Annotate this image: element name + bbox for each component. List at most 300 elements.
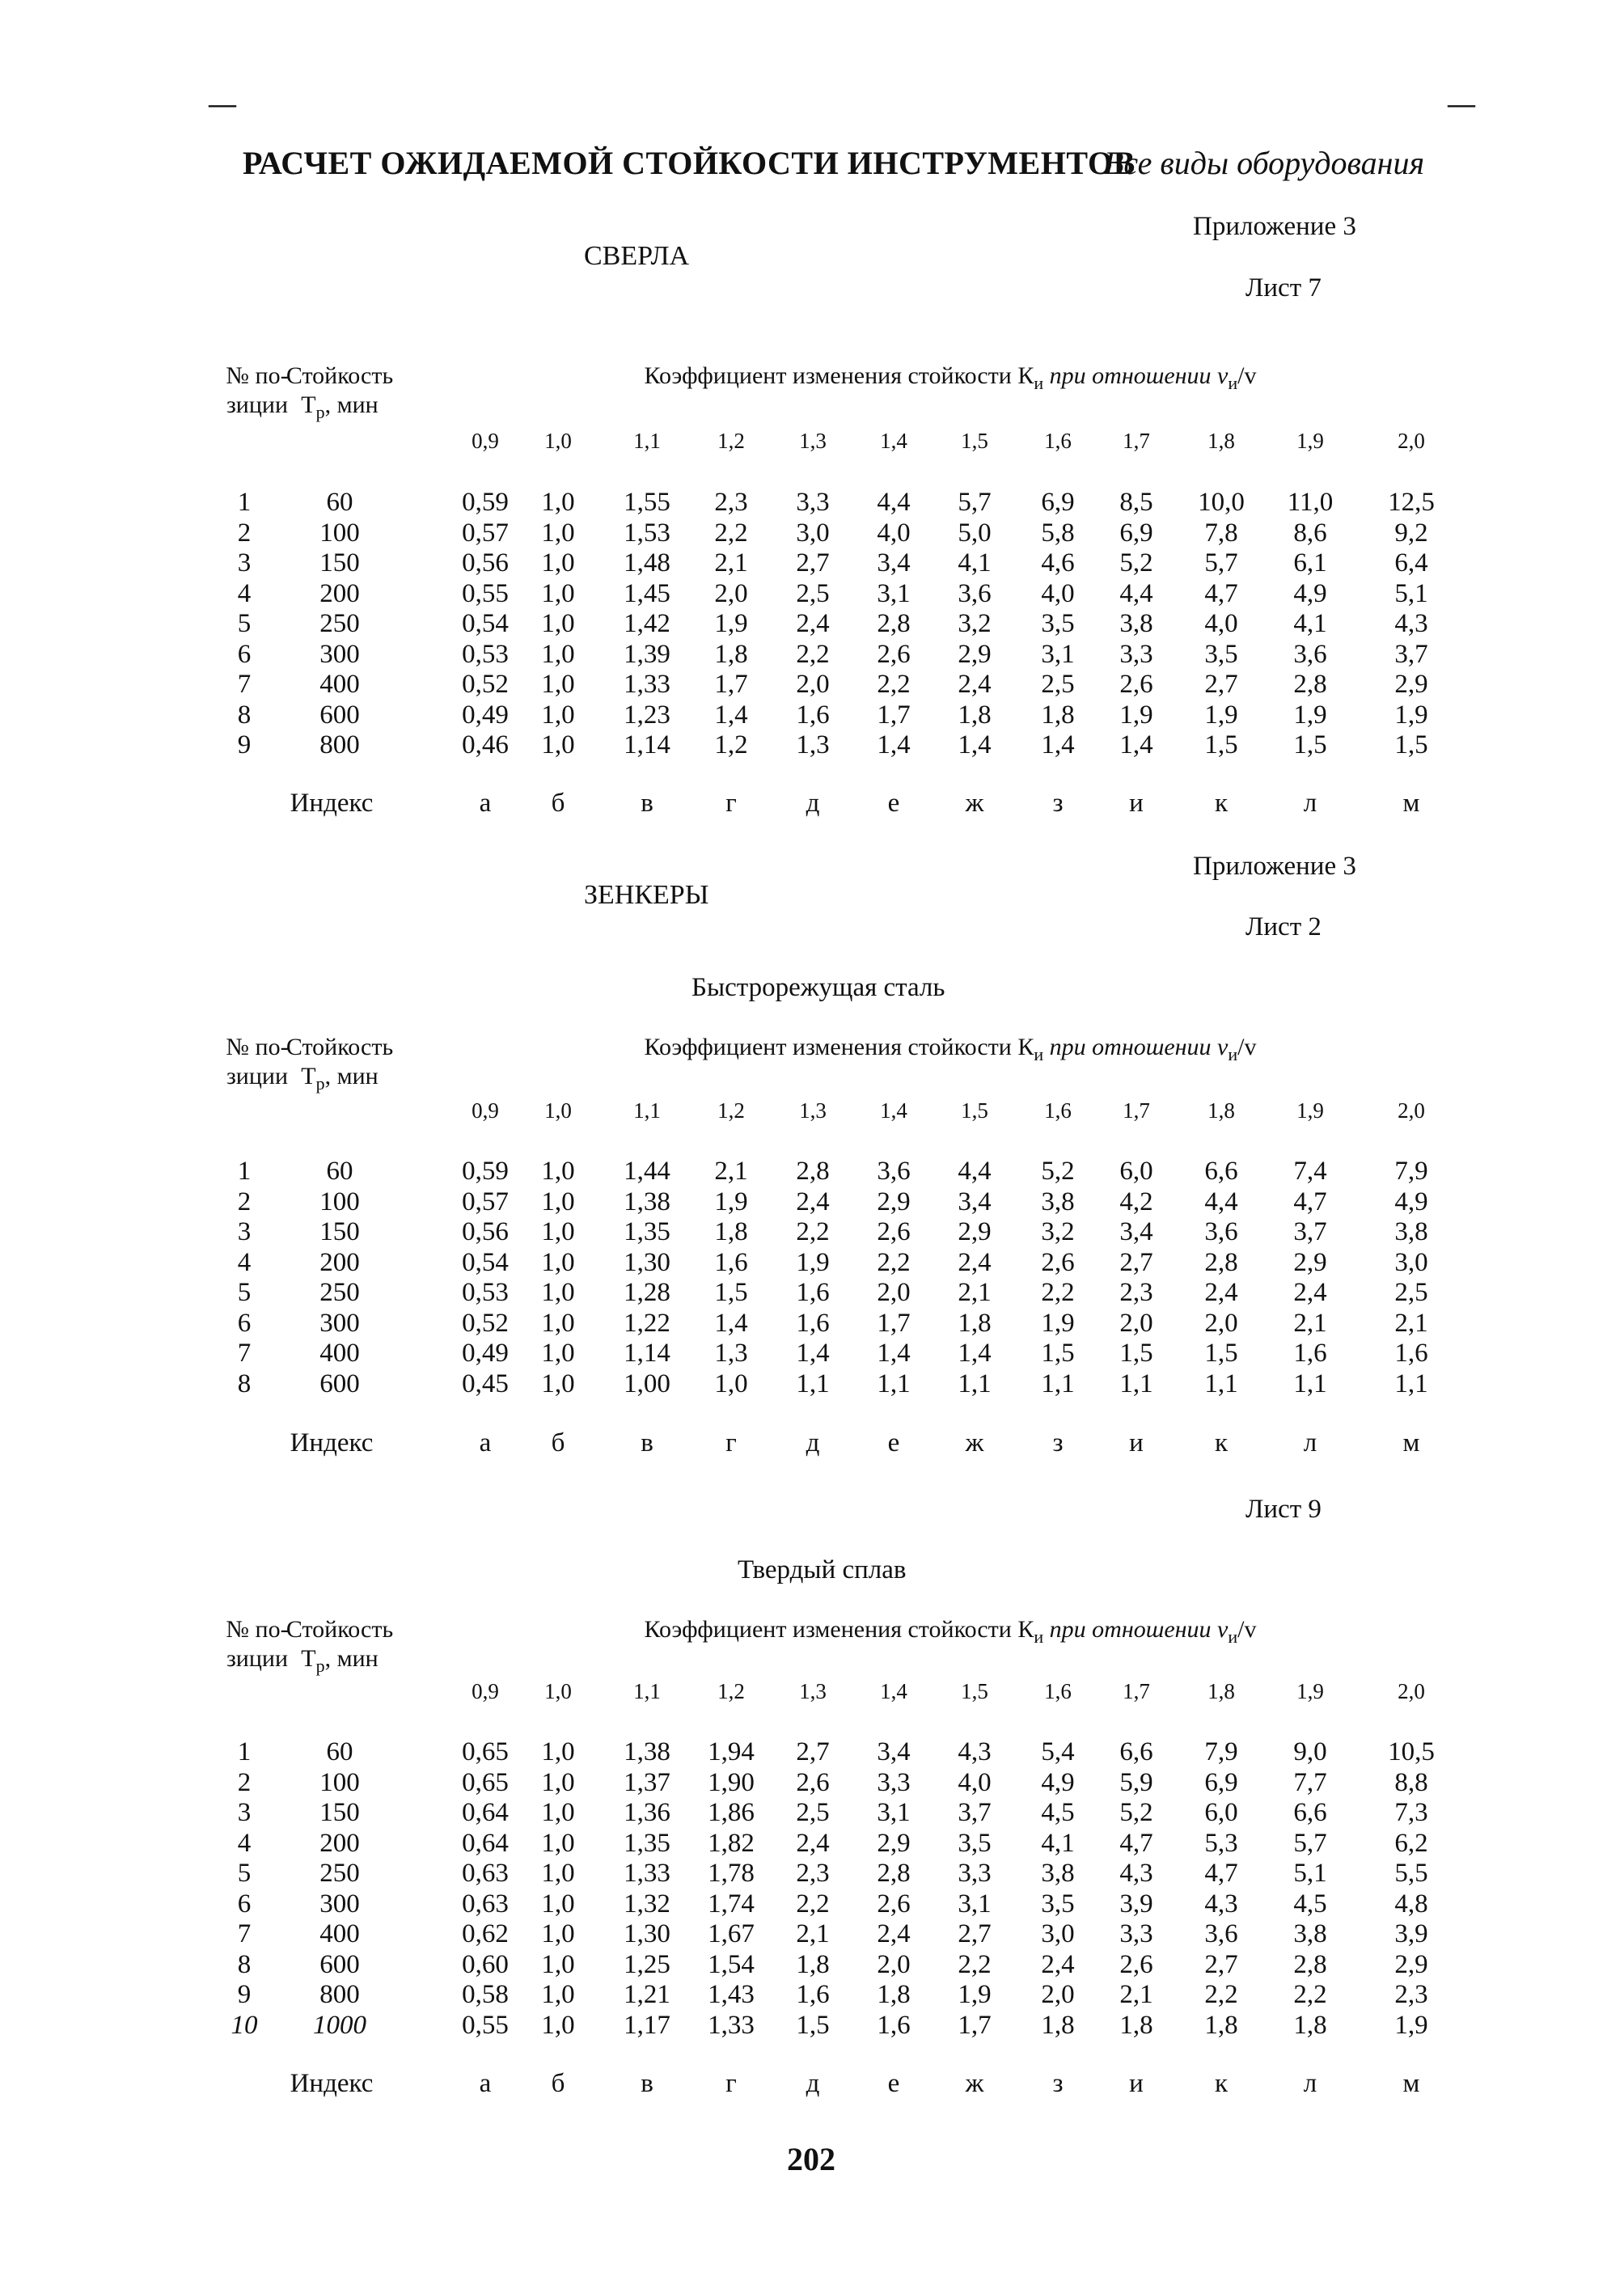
section2-subtitle: Быстрорежущая сталь [691,973,945,1002]
table-cell: 0,52 [462,670,509,699]
table-cell: 3 [237,1217,252,1246]
table-cell: 1,44 [624,1157,670,1186]
table-cell: 4,3 [1119,1859,1153,1888]
table-cell: 0,64 [462,1798,509,1827]
table-cell: 2,1 [714,548,748,577]
table-cell: 1,45 [624,578,670,608]
table-cell: 300 [319,1308,360,1338]
table-cell: 7,8 [1204,518,1238,548]
table-cell: 3,1 [877,1798,911,1827]
table-cell: 4,9 [1394,1187,1428,1216]
table-cell: 4,0 [1204,609,1238,638]
table-cell: 4 [237,578,252,608]
index-letter: ж [965,2069,984,2098]
ratio-label: 0,9 [472,1679,499,1703]
table-cell: 7,3 [1394,1798,1428,1827]
table-cell: 6,1 [1293,548,1327,577]
table-cell: 5,7 [1204,548,1238,577]
table-cell: 1,6 [796,1980,830,2009]
table-cell: 1,0 [541,1247,575,1277]
table-cell: 3,1 [958,1889,992,1919]
table-cell: 200 [319,578,360,608]
table-cell: 3,7 [1293,1217,1327,1246]
index-letter: е [887,2069,900,2098]
table-cell: 5,7 [1293,1828,1327,1858]
table-cell: 9 [237,1980,252,2009]
table-cell: 1,7 [877,700,911,730]
table-cell: 1,1 [1204,1369,1238,1398]
index-letter: ж [965,789,984,818]
table-cell: 2,5 [796,578,830,608]
table-cell: 2,8 [877,1859,911,1888]
page-title: РАСЧЕТ ОЖИДАЕМОЙ СТОЙКОСТИ ИНСТРУМЕНТОВ [243,145,1136,181]
table-cell: 0,58 [462,1980,509,2009]
table-cell: 300 [319,1889,360,1919]
table-cell: 1,38 [624,1737,670,1766]
table-cell: 2,6 [877,1217,911,1246]
table-cell: 1,0 [541,639,575,669]
table-cell: 2,2 [796,639,830,669]
table-cell: 1,4 [877,730,911,759]
ratio-label: 1,8 [1207,1679,1235,1703]
table-cell: 2,7 [1119,1247,1153,1277]
table-cell: 3,5 [1204,639,1238,669]
table-cell: 1,28 [624,1278,670,1307]
table-cell: 6,4 [1394,548,1428,577]
table-cell: 8,6 [1293,518,1327,548]
index-letter: м [1402,1428,1420,1457]
table-cell: 0,59 [462,1157,509,1186]
table-cell: 3,3 [796,488,830,517]
table-cell: 1,00 [624,1369,670,1398]
table-cell: 2,8 [1293,670,1327,699]
ratio-label: 1,2 [717,1679,745,1703]
table-cell: 0,53 [462,1278,509,1307]
table-cell: 3,6 [1293,639,1327,669]
life-header-line1: Стойкость [285,1616,394,1643]
table-cell: 1,1 [796,1369,830,1398]
index-letter: б [551,1428,565,1457]
right-corner-mark: — [1448,89,1475,119]
table-cell: 3,4 [958,1187,992,1216]
table-cell: 2,8 [796,1157,830,1186]
table-cell: 2,2 [714,518,748,548]
section2-title: ЗЕНКЕРЫ [584,880,709,910]
table-cell: 4,4 [877,488,911,517]
coefficient-header: Коэффициент изменения стойкости $К_и$ при отношении $v_и/v$ [644,1616,1257,1647]
index-letter: а [479,1428,492,1457]
table-cell: 2,4 [796,1828,830,1858]
table-cell: 0,46 [462,730,509,759]
table-cell: 1 [237,488,252,517]
table-cell: 2,2 [877,670,911,699]
table-cell: 4,7 [1204,1859,1238,1888]
table-cell: 100 [319,1767,360,1797]
table-cell: 1,9 [958,1980,992,2009]
table-cell: 2,2 [1293,1980,1327,2009]
table-cell: 0,55 [462,2010,509,2040]
table-cell: 1,0 [541,1949,575,1979]
section3-subtitle: Твердый сплав [738,1555,907,1584]
ratio-label: 1,4 [880,1098,907,1123]
table-cell: 4,9 [1293,578,1327,608]
table-cell: 1,4 [714,1308,748,1338]
table-cell: 1,9 [1394,700,1428,730]
table-cell: 2,0 [877,1278,911,1307]
index-letter: б [551,789,565,818]
table-cell: 5,5 [1394,1859,1428,1888]
table-cell: 1,6 [1293,1339,1327,1368]
table-cell: 1,5 [1204,1339,1238,1368]
table-cell: 4,5 [1041,1798,1075,1827]
table-cell: 150 [319,548,360,577]
table-cell: 2,1 [796,1919,830,1948]
table-cell: 600 [319,1949,360,1979]
table-cell: 0,63 [462,1889,509,1919]
table-cell: 1,8 [1041,2010,1075,2040]
table-cell: 1,33 [624,670,670,699]
table-cell: 1,0 [541,1889,575,1919]
ratio-label: 1,6 [1044,1098,1072,1123]
ratio-label: 1,3 [799,429,827,453]
position-header-line1: № по- [226,362,289,389]
table-cell: 1,0 [541,670,575,699]
ratio-label: 1,8 [1207,1098,1235,1123]
table-cell: 6,6 [1204,1157,1238,1186]
ratio-label: 2,0 [1398,429,1425,453]
table-cell: 1,9 [714,1187,748,1216]
table-cell: 3 [237,548,252,577]
table-cell: 1,0 [541,1798,575,1827]
coefficient-header: Коэффициент изменения стойкости $К_и$ при отношении $v_и/v$ [644,362,1257,393]
table-cell: 1,1 [1119,1369,1153,1398]
ratio-label: 1,2 [717,429,745,453]
table-cell: 0,54 [462,1247,509,1277]
table-cell: 1,0 [541,488,575,517]
table-cell: 2 [237,518,252,548]
table-cell: 1,8 [714,639,748,669]
table-cell: 5,0 [958,518,992,548]
table-cell: 2,2 [796,1217,830,1246]
table-cell: 2,4 [1041,1949,1075,1979]
table-cell: 1,1 [1394,1369,1428,1398]
table-cell: 1,5 [1041,1339,1075,1368]
life-header-line1: Стойкость [285,1034,394,1060]
table-cell: 2,0 [1041,1980,1075,2009]
table-cell: 4,1 [958,548,992,577]
table-cell: 1,17 [624,2010,670,2040]
position-header-line1: № по- [226,1034,289,1060]
table-cell: 1,8 [958,1308,992,1338]
index-letter: з [1052,2069,1064,2098]
table-cell: 4,5 [1293,1889,1327,1919]
table-cell: 1,8 [1204,2010,1238,2040]
table-cell: 5 [237,1278,252,1307]
index-label: Индекс [290,789,374,818]
index-letter: г [725,789,737,818]
table-cell: 2,1 [958,1278,992,1307]
table-cell: 200 [319,1247,360,1277]
ratio-label: 1,7 [1123,1098,1150,1123]
table-cell: 1,6 [796,1278,830,1307]
table-cell: 0,64 [462,1828,509,1858]
ratio-label: 1,6 [1044,429,1072,453]
table-cell: 6,9 [1119,518,1153,548]
table-cell: 3,4 [877,1737,911,1766]
table-cell: 4,2 [1119,1187,1153,1216]
table-cell: 3,1 [877,578,911,608]
table-cell: 1,33 [708,2010,755,2040]
table-cell: 1,21 [624,1980,670,2009]
equipment-label: Все виды оборудования [1104,145,1425,181]
table-cell: 1,5 [714,1278,748,1307]
ratio-label: 1,4 [880,1679,907,1703]
table-cell: 1,37 [624,1767,670,1797]
table-cell: 1,54 [708,1949,755,1979]
index-letter: г [725,1428,737,1457]
table-cell: 1,0 [541,1217,575,1246]
ratio-label: 1,9 [1296,429,1324,453]
table-cell: 1,0 [541,609,575,638]
ratio-label: 1,5 [961,429,988,453]
table-cell: 1,9 [1204,700,1238,730]
position-header-line1: № по- [226,1616,289,1643]
coefficient-header: Коэффициент изменения стойкости $К_и$ при отношении $v_и/v$ [644,1034,1257,1064]
table-cell: 1,4 [796,1339,830,1368]
table-cell: 1,53 [624,518,670,548]
table-cell: 1,4 [958,730,992,759]
table-cell: 0,63 [462,1859,509,1888]
section1-title: СВЕРЛА [584,241,690,271]
table-cell: 0,57 [462,518,509,548]
table-cell: 3,5 [1041,1889,1075,1919]
table-cell: 1,8 [877,1980,911,2009]
index-letter: в [641,2069,653,2098]
table-cell: 3,6 [877,1157,911,1186]
life-header-line2: $T_р$, мин [301,391,379,422]
table-cell: 7,7 [1293,1767,1327,1797]
table-cell: 3,8 [1293,1919,1327,1948]
table-cell: 1,5 [1119,1339,1153,1368]
table-cell: 3,3 [958,1859,992,1888]
table-cell: 0,65 [462,1737,509,1766]
table-cell: 1,35 [624,1217,670,1246]
table-cell: 2,0 [877,1949,911,1979]
table-cell: 3,5 [1041,609,1075,638]
table-cell: 800 [319,1980,360,2009]
ratio-label: 1,0 [544,1679,572,1703]
table-cell: 1,0 [541,1339,575,1368]
table-cell: 2,7 [796,1737,830,1766]
table-cell: 7 [237,670,252,699]
table-cell: 5,2 [1041,1157,1075,1186]
ratio-label: 1,5 [961,1679,988,1703]
table-cell: 5,1 [1394,578,1428,608]
table-cell: 4,8 [1394,1889,1428,1919]
table-cell: 0,49 [462,700,509,730]
table-cell: 4,1 [1293,609,1327,638]
table-cell: 1,1 [1041,1369,1075,1398]
table-cell: 1,0 [541,1369,575,1398]
table-cell: 3,5 [958,1828,992,1858]
table-cell: 8,5 [1119,488,1153,517]
table-cell: 1,4 [958,1339,992,1368]
table-cell: 7,4 [1293,1157,1327,1186]
table-cell: 3,3 [877,1767,911,1797]
table-cell: 1,9 [796,1247,830,1277]
index-letter: к [1214,789,1229,818]
table-cell: 60 [326,1157,353,1186]
table-cell: 1,7 [958,2010,992,2040]
table-cell: 2,4 [958,1247,992,1277]
table-cell: 1,8 [1293,2010,1327,2040]
table-cell: 7 [237,1339,252,1368]
ratio-label: 1,7 [1123,1679,1150,1703]
table-cell: 2,3 [796,1859,830,1888]
index-letter: д [806,789,820,818]
table-cell: 2,4 [958,670,992,699]
table-cell: 2,6 [796,1767,830,1797]
table-cell: 3 [237,1798,252,1827]
table-cell: 4,0 [958,1767,992,1797]
table-cell: 8 [237,700,252,730]
table-cell: 2,4 [1293,1278,1327,1307]
table-cell: 1 [237,1737,252,1766]
table-cell: 1,38 [624,1187,670,1216]
index-letter: в [641,1428,653,1457]
table-cell: 5,7 [958,488,992,517]
table-cell: 3,3 [1119,639,1153,669]
ratio-label: 0,9 [472,429,499,453]
table-cell: 12,5 [1388,488,1435,517]
ratio-label: 1,1 [633,429,661,453]
table-cell: 3,6 [1204,1217,1238,1246]
table-cell: 2,1 [1394,1308,1428,1338]
index-letter: е [887,1428,900,1457]
table-cell: 1,7 [714,670,748,699]
table-cell: 400 [319,670,360,699]
table-cell: 1,32 [624,1889,670,1919]
table-cell: 1,22 [624,1308,670,1338]
table-cell: 6,0 [1119,1157,1153,1186]
table-cell: 7 [237,1919,252,1948]
table-cell: 3,1 [1041,639,1075,669]
position-header-line2: зиции [226,391,289,418]
table-cell: 1,36 [624,1798,670,1827]
table-cell: 1,14 [624,730,670,759]
table-cell: 1,9 [1041,1308,1075,1338]
table-cell: 2,1 [1293,1308,1327,1338]
table-cell: 0,56 [462,548,509,577]
table-cell: 0,45 [462,1369,509,1398]
table-cell: 6,6 [1293,1798,1327,1827]
table-cell: 3,9 [1394,1919,1428,1948]
index-letter: д [806,2069,820,2098]
table-cell: 2,8 [1204,1247,1238,1277]
ratio-label: 1,3 [799,1679,827,1703]
table-cell: 5,3 [1204,1828,1238,1858]
table-cell: 3,6 [1204,1919,1238,1948]
position-header-line2: зиции [226,1645,289,1672]
table-cell: 1,9 [1394,2010,1428,2040]
table-cell: 8 [237,1949,252,1979]
table-cell: 4 [237,1247,252,1277]
table-cell: 1,0 [541,1157,575,1186]
table-cell: 2,5 [796,1798,830,1827]
table-cell: 1,30 [624,1247,670,1277]
table-cell: 2,6 [877,1889,911,1919]
table-cell: 2,5 [1041,670,1075,699]
ratio-label: 1,0 [544,1098,572,1123]
table-cell: 1,35 [624,1828,670,1858]
table-cell: 2,4 [877,1919,911,1948]
table-cell: 0,62 [462,1919,509,1948]
table-cell: 4,4 [958,1157,992,1186]
table-cell: 2,5 [1394,1278,1428,1307]
table-cell: 1,5 [1293,730,1327,759]
table-cell: 1,5 [1394,730,1428,759]
table-cell: 1,8 [714,1217,748,1246]
table-cell: 4,0 [877,518,911,548]
table-cell: 600 [319,700,360,730]
table-cell: 2,9 [877,1187,911,1216]
table-cell: 1,30 [624,1919,670,1948]
table-cell: 1,7 [877,1308,911,1338]
index-letter: л [1303,2069,1317,2098]
table-cell: 1,0 [541,1187,575,1216]
table-cell: 0,59 [462,488,509,517]
index-letter: м [1402,789,1420,818]
section1-appendix: Приложение 3 [1193,212,1356,241]
table-cell: 2,4 [1204,1278,1238,1307]
index-letter: и [1129,1428,1144,1457]
table-cell: 3,0 [796,518,830,548]
table-cell: 2,9 [1293,1247,1327,1277]
table-cell: 1 [237,1157,252,1186]
table-cell: 60 [326,1737,353,1766]
table-cell: 1,3 [714,1339,748,1368]
ratio-label: 1,0 [544,429,572,453]
table-cell: 5,9 [1119,1767,1153,1797]
table-cell: 250 [319,1278,360,1307]
table-cell: 2,7 [796,548,830,577]
table-cell: 1,1 [958,1369,992,1398]
table-cell: 1,1 [1293,1369,1327,1398]
table-cell: 3,2 [958,609,992,638]
table-cell: 6 [237,1308,252,1338]
table-cell: 2,7 [1204,1949,1238,1979]
index-label: Индекс [290,2069,374,2098]
table-cell: 1,5 [796,2010,830,2040]
table-cell: 2,2 [1041,1278,1075,1307]
table-cell: 2,0 [796,670,830,699]
table-cell: 2,2 [1204,1980,1238,2009]
index-letter: е [887,789,900,818]
table-cell: 2,4 [796,1187,830,1216]
table-cell: 1,90 [708,1767,755,1797]
table-cell: 2,0 [1204,1308,1238,1338]
table-cell: 300 [319,639,360,669]
page-number: 202 [787,2141,835,2177]
left-corner-mark: — [209,89,236,119]
table-cell: 10 [230,2010,258,2040]
section1-sheet: Лист 7 [1245,273,1322,302]
table-cell: 3,8 [1119,609,1153,638]
table-cell: 4,4 [1204,1187,1238,1216]
ratio-label: 1,1 [633,1679,661,1703]
table-cell: 1,39 [624,639,670,669]
table-cell: 1,0 [541,1308,575,1338]
